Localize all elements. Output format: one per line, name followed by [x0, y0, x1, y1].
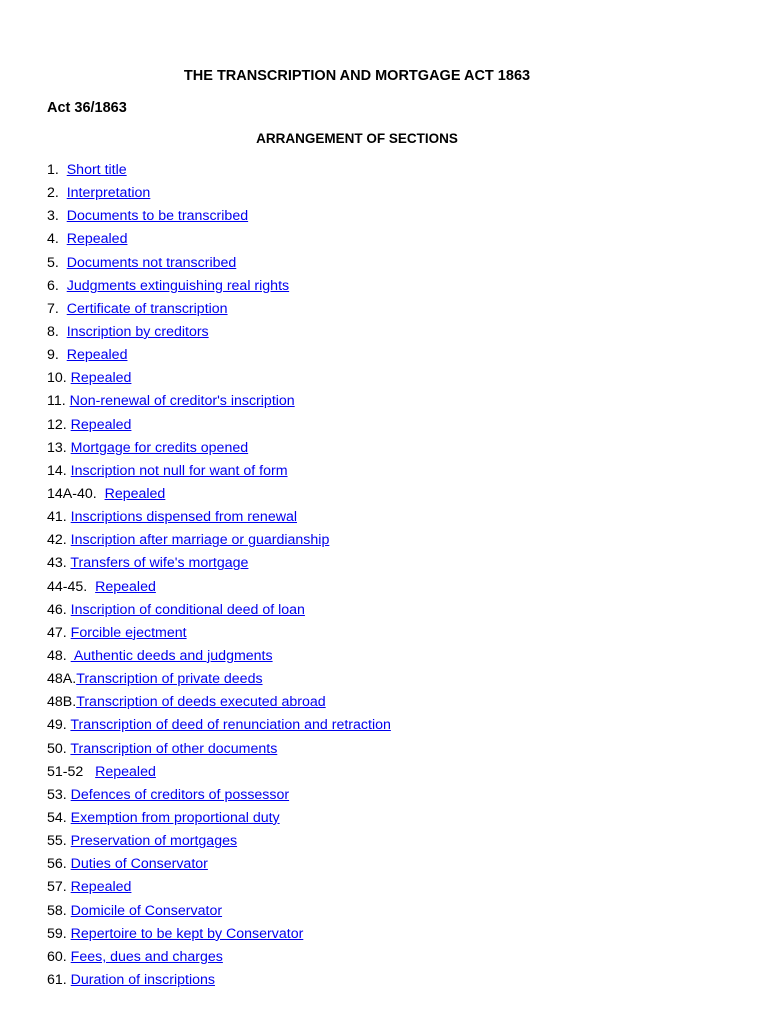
section-item: [47, 831, 391, 854]
section-number: 9.: [47, 347, 67, 364]
section-link[interactable]: Repealed: [70, 416, 132, 433]
section-item: [47, 600, 391, 623]
section-link[interactable]: Transcription of deeds executed abroad: [76, 694, 326, 711]
section-item: [47, 368, 391, 391]
section-number: 61.: [47, 971, 71, 988]
section-number: 2.: [47, 185, 67, 202]
section-number: 13.: [47, 439, 71, 456]
section-number: 47.: [47, 624, 71, 641]
section-link[interactable]: Repertoire to be kept by Conservator: [70, 925, 304, 942]
section-link[interactable]: Inscription after marriage or guardianship: [70, 532, 330, 549]
section-item: [47, 715, 391, 738]
section-number: 7.: [47, 300, 67, 317]
section-item: [47, 577, 391, 600]
section-link[interactable]: Documents not transcribed: [66, 254, 237, 271]
section-link[interactable]: Transcription of deed of renunciation and retraction: [70, 717, 391, 734]
section-number: 56.: [47, 856, 71, 873]
section-number: 43.: [47, 555, 71, 572]
section-link[interactable]: Forcible ejectment: [70, 624, 187, 641]
section-number: 4.: [47, 231, 67, 248]
section-link[interactable]: Preservation of mortgages: [70, 833, 238, 850]
section-link[interactable]: Judgments extinguishing real rights: [66, 277, 290, 294]
section-link[interactable]: Repealed: [95, 578, 156, 595]
section-number: 50.: [47, 740, 71, 757]
section-link[interactable]: Transcription of private deeds: [76, 671, 263, 688]
section-item: [47, 276, 391, 299]
section-item: [47, 924, 391, 947]
section-number: 8.: [47, 323, 67, 340]
section-number: 1.: [47, 162, 67, 178]
section-link[interactable]: Inscription not null for want of form: [70, 462, 288, 479]
section-item: [47, 970, 391, 993]
section-link[interactable]: Repealed: [104, 485, 166, 502]
section-number: 42.: [47, 532, 71, 549]
section-item: [47, 808, 391, 831]
section-item: [47, 345, 391, 368]
section-link[interactable]: Interpretation: [66, 185, 151, 202]
section-link[interactable]: Non-renewal of creditor's inscription: [69, 393, 295, 410]
section-item: [47, 415, 391, 438]
section-number: 44-45.: [47, 578, 96, 595]
section-item: [47, 160, 391, 183]
section-link[interactable]: Duration of inscriptions: [70, 971, 215, 988]
document-title: THE TRANSCRIPTION AND MORTGAGE ACT 1863: [183, 68, 531, 84]
section-number: 54.: [47, 809, 71, 826]
section-number: 14.: [47, 462, 71, 479]
section-link[interactable]: Exemption from proportional duty: [70, 809, 280, 826]
section-item: [47, 669, 391, 692]
section-link[interactable]: Repealed: [95, 763, 156, 780]
section-link[interactable]: Repealed: [70, 370, 132, 387]
section-number: 51-52: [47, 763, 96, 780]
section-number: 48A.: [47, 671, 77, 688]
section-link[interactable]: Domicile of Conservator: [70, 902, 223, 919]
section-item: [47, 854, 391, 877]
section-link[interactable]: Authentic deeds and judgments: [70, 647, 273, 664]
sections-list: [47, 160, 391, 993]
act-number: Act 36/1863: [47, 100, 127, 116]
section-number: 48.: [47, 647, 71, 664]
section-item: [47, 461, 391, 484]
section-link[interactable]: Mortgage for credits opened: [70, 439, 249, 456]
section-item: [47, 553, 391, 576]
section-number: 57.: [47, 879, 71, 896]
section-item: [47, 947, 391, 970]
section-link[interactable]: Inscription of conditional deed of loan: [70, 601, 305, 618]
section-item: [47, 762, 391, 785]
section-link[interactable]: Transcription of other documents: [70, 740, 278, 757]
section-link[interactable]: Defences of creditors of possessor: [70, 786, 290, 803]
section-item: [47, 322, 391, 345]
section-link[interactable]: Certificate of transcription: [66, 300, 228, 317]
section-link[interactable]: Fees, dues and charges: [70, 948, 223, 965]
section-item: [47, 530, 391, 553]
section-item: [47, 623, 391, 646]
section-item: [47, 253, 391, 276]
section-number: 12.: [47, 416, 71, 433]
section-item: [47, 877, 391, 900]
arrangement-heading: ARRANGEMENT OF SECTIONS: [256, 131, 458, 146]
section-number: 5.: [47, 254, 67, 271]
section-number: 46.: [47, 601, 71, 618]
section-number: 11.: [47, 393, 70, 410]
section-link[interactable]: Inscriptions dispensed from renewal: [70, 509, 297, 526]
section-item: [47, 183, 391, 206]
section-item: [47, 739, 391, 762]
section-link[interactable]: Duties of Conservator: [70, 856, 208, 873]
section-link[interactable]: Repealed: [66, 231, 128, 248]
section-number: 48B.: [47, 694, 77, 711]
section-number: 3.: [47, 208, 67, 225]
section-item: [47, 692, 391, 715]
section-link[interactable]: Documents to be transcribed: [66, 208, 249, 225]
section-item: [47, 229, 391, 252]
section-number: 58.: [47, 902, 71, 919]
section-number: 60.: [47, 948, 71, 965]
section-number: 6.: [47, 277, 67, 294]
section-link[interactable]: Repealed: [66, 347, 128, 364]
section-item: [47, 391, 391, 414]
section-item: [47, 901, 391, 924]
section-link[interactable]: Short title: [66, 162, 127, 178]
section-number: 49.: [47, 717, 71, 734]
section-number: 55.: [47, 833, 71, 850]
section-item: [47, 438, 391, 461]
section-item: [47, 299, 391, 322]
section-number: 59.: [47, 925, 71, 942]
section-item: [47, 785, 391, 808]
section-item: [47, 206, 391, 229]
section-item: [47, 646, 391, 669]
section-number: 53.: [47, 786, 71, 803]
section-number: 10.: [47, 370, 71, 387]
section-item: [47, 507, 391, 530]
section-item: [47, 484, 391, 507]
section-link[interactable]: Transfers of wife's mortgage: [70, 555, 249, 572]
section-number: 14A-40.: [47, 485, 105, 502]
section-link[interactable]: Inscription by creditors: [66, 323, 209, 340]
section-link[interactable]: Repealed: [70, 879, 132, 896]
section-number: 41.: [47, 509, 71, 526]
